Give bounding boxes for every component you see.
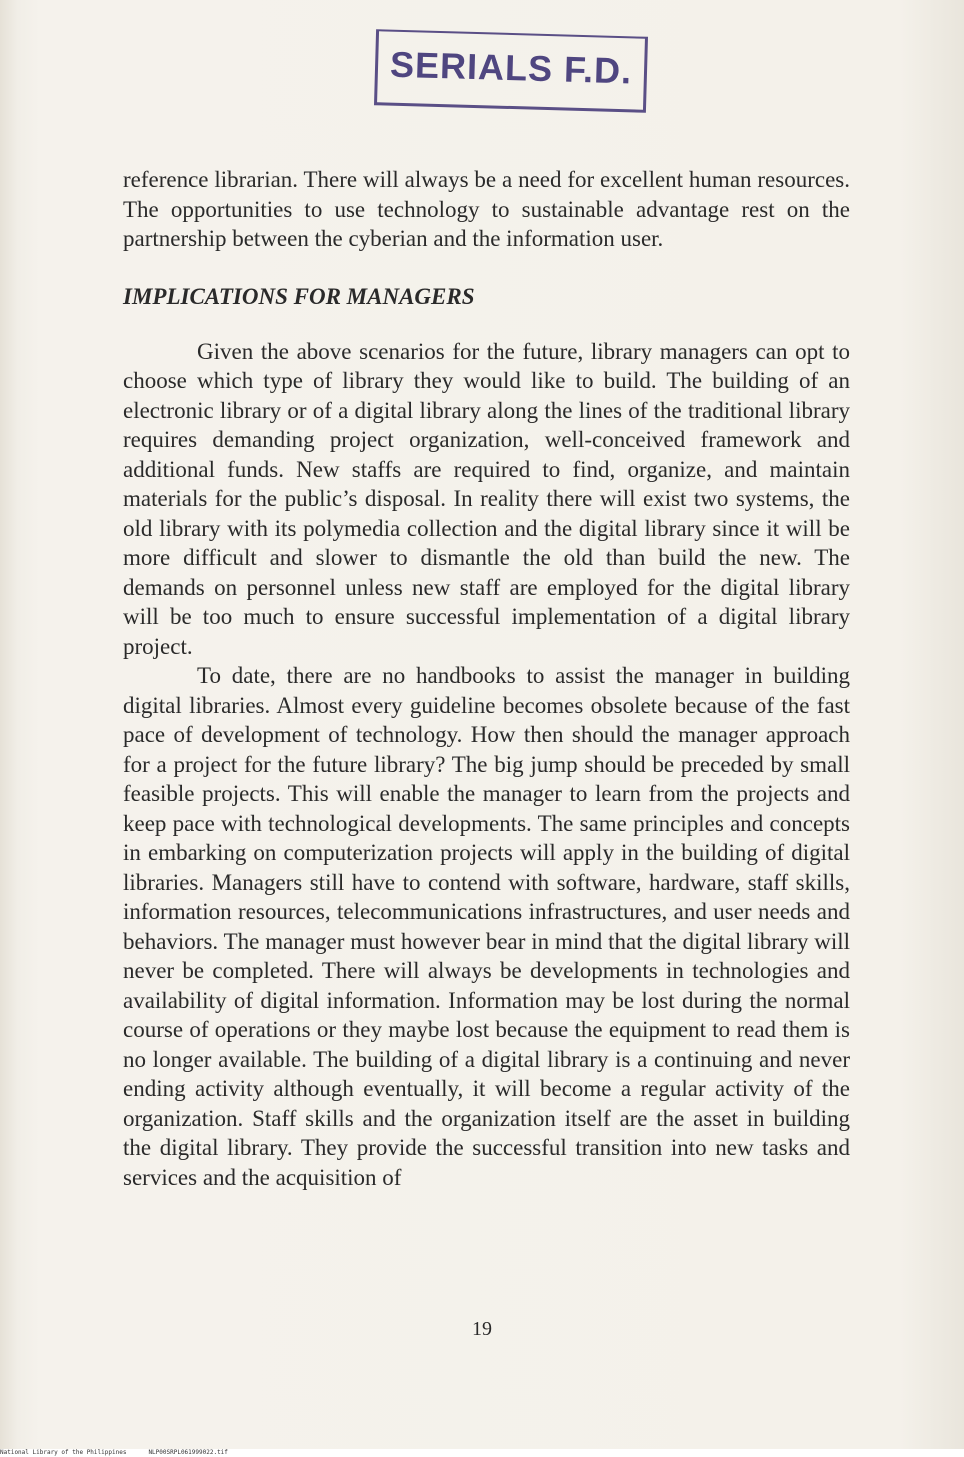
page-body [123,165,850,1192]
paragraph-1: reference librarian. There will always be a need for excellent human resources. The opportunities to use technology to sustainable advantage rest on the partnership between the cyberian and the information user. [123,167,850,251]
serials-stamp [374,29,648,113]
paragraph-3: To date, there are no handbooks to assist the manager in building digital libraries. Almost every guideline becomes obsolete because of the fast pace of development of technology. How then should the manager approach for a project for the future library? The big jump should be preceded by small feasible projects. This will enable the manager to learn from the projects and keep pace with technological developments. The same principles and concepts in embarking on computerization projects will apply in the building of digital libraries. Managers still have to contend with software, hardware, staff skills, information resources, telecommunications infrastructures, and user needs and behaviors. The manager must however bear in mind that the digital library will never be completed. There will always be developments in technologies and availability of digital information. Information may be lost during the normal course of operations or they maybe lost because the equipment to read them is no longer available. The building of a digital library is a continuing and never ending activity although eventually, it will become a regular activity of the organization. Staff skills and the organization itself are the asset in building the digital library. They provide the successful transition into new tasks and services and the acquisition of [123,663,850,1190]
stamp-text: SERIALS F.D. [389,43,633,92]
section-heading: IMPLICATIONS FOR MANAGERS [123,283,475,309]
paragraph-2: Given the above scenarios for the future, library managers can opt to choose which type of library they would like to build. The building of an electronic library or of a digital library along the lines of the traditional library requires demanding project organization, well-conceived framework and additional funds. New staffs are required to find, organize, and maintain materials for the public’s disposal. In reality there will exist two systems, the old library with its polymedia collection and the digital library since it will be more difficult and slower to dismantle the old than build the new. The demands on personnel unless new staff are employed for the digital library will be too much to ensure successful implementation of a digital library project. [123,338,850,659]
footer-file-id: NLP00SRPL061999022.tif [148,1449,228,1456]
scan-footer [0,1449,964,1457]
page-number: 19 [472,1318,492,1340]
footer-institution: National Library of the Philippines [0,1449,127,1456]
